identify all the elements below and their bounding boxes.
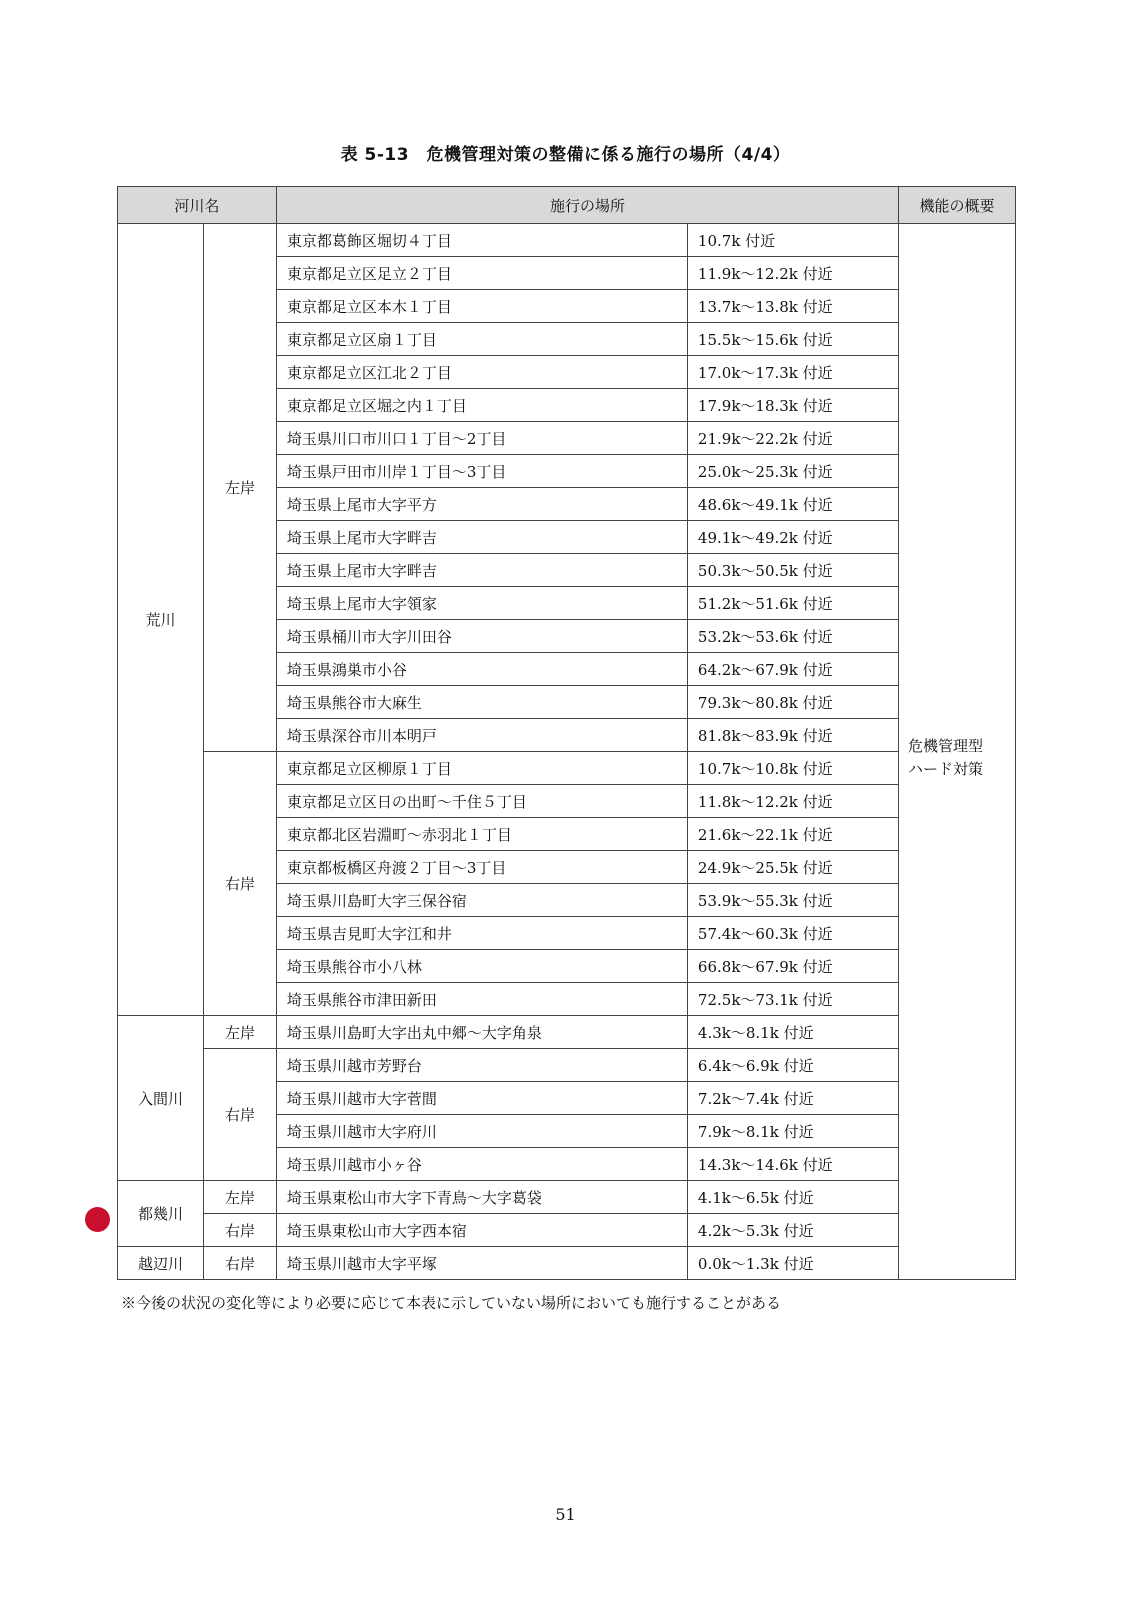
range-cell: 53.9k～55.3k 付近 (687, 884, 898, 917)
place-cell: 東京都足立区日の出町～千住５丁目 (276, 785, 687, 818)
range-cell: 53.2k～53.6k 付近 (687, 620, 898, 653)
construction-locations-table (117, 186, 1016, 1280)
table-header-row (118, 187, 1016, 224)
place-cell: 埼玉県川越市大字平塚 (276, 1247, 687, 1280)
range-cell: 7.2k～7.4k 付近 (687, 1082, 898, 1115)
range-cell: 57.4k～60.3k 付近 (687, 917, 898, 950)
table-row (118, 1181, 1016, 1214)
bank-cell: 右岸 (204, 1247, 277, 1280)
table-row (118, 1049, 1016, 1082)
place-cell: 埼玉県戸田市川岸１丁目～3丁目 (276, 455, 687, 488)
table-row (118, 224, 1016, 257)
table-row (118, 752, 1016, 785)
place-cell: 埼玉県川口市川口１丁目～2丁目 (276, 422, 687, 455)
place-cell: 埼玉県上尾市大字畔吉 (276, 521, 687, 554)
river-name-cell: 荒川 (118, 224, 204, 1016)
range-cell: 17.9k～18.3k 付近 (687, 389, 898, 422)
function-summary-line1: 危機管理型 (908, 737, 984, 755)
bank-cell: 左岸 (204, 1016, 277, 1049)
range-cell: 49.1k～49.2k 付近 (687, 521, 898, 554)
bank-cell: 左岸 (204, 1181, 277, 1214)
table-body (118, 224, 1016, 1280)
place-cell: 埼玉県川島町大字三保谷宿 (276, 884, 687, 917)
range-cell: 50.3k～50.5k 付近 (687, 554, 898, 587)
place-cell: 東京都葛飾区堀切４丁目 (276, 224, 687, 257)
range-cell: 51.2k～51.6k 付近 (687, 587, 898, 620)
range-cell: 10.7k 付近 (687, 224, 898, 257)
range-cell: 21.9k～22.2k 付近 (687, 422, 898, 455)
place-cell: 東京都足立区本木１丁目 (276, 290, 687, 323)
range-cell: 17.0k～17.3k 付近 (687, 356, 898, 389)
place-cell: 埼玉県吉見町大字江和井 (276, 917, 687, 950)
range-cell: 66.8k～67.9k 付近 (687, 950, 898, 983)
red-marker-dot (85, 1207, 110, 1232)
place-cell: 東京都足立区堀之内１丁目 (276, 389, 687, 422)
place-cell: 埼玉県川島町大字出丸中郷～大字角泉 (276, 1016, 687, 1049)
table-row (118, 1214, 1016, 1247)
header-function: 機能の概要 (899, 187, 1016, 224)
place-cell: 東京都足立区江北２丁目 (276, 356, 687, 389)
place-cell: 埼玉県川越市大字府川 (276, 1115, 687, 1148)
place-cell: 埼玉県熊谷市大麻生 (276, 686, 687, 719)
range-cell: 10.7k～10.8k 付近 (687, 752, 898, 785)
table-title: 表 5-13 危機管理対策の整備に係る施行の場所（4/4） (340, 145, 791, 165)
place-cell: 東京都板橋区舟渡２丁目～3丁目 (276, 851, 687, 884)
place-cell: 埼玉県鴻巣市小谷 (276, 653, 687, 686)
range-cell: 15.5k～15.6k 付近 (687, 323, 898, 356)
place-cell: 埼玉県熊谷市小八林 (276, 950, 687, 983)
function-summary-line2: ハード対策 (908, 760, 984, 778)
range-cell: 13.7k～13.8k 付近 (687, 290, 898, 323)
river-name-cell: 都幾川 (118, 1181, 204, 1247)
bank-cell: 右岸 (204, 752, 277, 1016)
function-summary (908, 735, 983, 781)
range-cell: 48.6k～49.1k 付近 (687, 488, 898, 521)
place-cell: 埼玉県東松山市大字西本宿 (276, 1214, 687, 1247)
range-cell: 0.0k～1.3k 付近 (687, 1247, 898, 1280)
range-cell: 79.3k～80.8k 付近 (687, 686, 898, 719)
river-name-cell: 越辺川 (118, 1247, 204, 1280)
place-cell: 埼玉県桶川市大字川田谷 (276, 620, 687, 653)
range-cell: 6.4k～6.9k 付近 (687, 1049, 898, 1082)
header-river: 河川名 (118, 187, 277, 224)
page-number: 51 (555, 1505, 576, 1524)
place-cell: 埼玉県熊谷市津田新田 (276, 983, 687, 1016)
range-cell: 64.2k～67.9k 付近 (687, 653, 898, 686)
range-cell: 25.0k～25.3k 付近 (687, 455, 898, 488)
river-name-cell: 入間川 (118, 1016, 204, 1181)
place-cell: 埼玉県上尾市大字領家 (276, 587, 687, 620)
range-cell: 4.3k～8.1k 付近 (687, 1016, 898, 1049)
place-cell: 埼玉県川越市大字菅間 (276, 1082, 687, 1115)
range-cell: 11.8k～12.2k 付近 (687, 785, 898, 818)
place-cell: 埼玉県上尾市大字平方 (276, 488, 687, 521)
range-cell: 14.3k～14.6k 付近 (687, 1148, 898, 1181)
place-cell: 埼玉県川越市小ヶ谷 (276, 1148, 687, 1181)
bank-cell: 右岸 (204, 1049, 277, 1181)
place-cell: 埼玉県上尾市大字畔吉 (276, 554, 687, 587)
place-cell: 東京都足立区扇１丁目 (276, 323, 687, 356)
place-cell: 東京都北区岩淵町～赤羽北１丁目 (276, 818, 687, 851)
footnote: ※今後の状況の変化等により必要に応じて本表に示していない場所においても施行することがある (121, 1294, 782, 1312)
place-cell: 埼玉県東松山市大字下青鳥～大字葛袋 (276, 1181, 687, 1214)
table-row (118, 1016, 1016, 1049)
range-cell: 4.2k～5.3k 付近 (687, 1214, 898, 1247)
bank-cell: 左岸 (204, 224, 277, 752)
place-cell: 埼玉県川越市芳野台 (276, 1049, 687, 1082)
range-cell: 72.5k～73.1k 付近 (687, 983, 898, 1016)
range-cell: 11.9k～12.2k 付近 (687, 257, 898, 290)
range-cell: 24.9k～25.5k 付近 (687, 851, 898, 884)
bank-cell: 右岸 (204, 1214, 277, 1247)
table-row (118, 1247, 1016, 1280)
header-location: 施行の場所 (276, 187, 898, 224)
place-cell: 埼玉県深谷市川本明戸 (276, 719, 687, 752)
range-cell: 21.6k～22.1k 付近 (687, 818, 898, 851)
place-cell: 東京都足立区足立２丁目 (276, 257, 687, 290)
range-cell: 4.1k～6.5k 付近 (687, 1181, 898, 1214)
place-cell: 東京都足立区柳原１丁目 (276, 752, 687, 785)
range-cell: 81.8k～83.9k 付近 (687, 719, 898, 752)
range-cell: 7.9k～8.1k 付近 (687, 1115, 898, 1148)
